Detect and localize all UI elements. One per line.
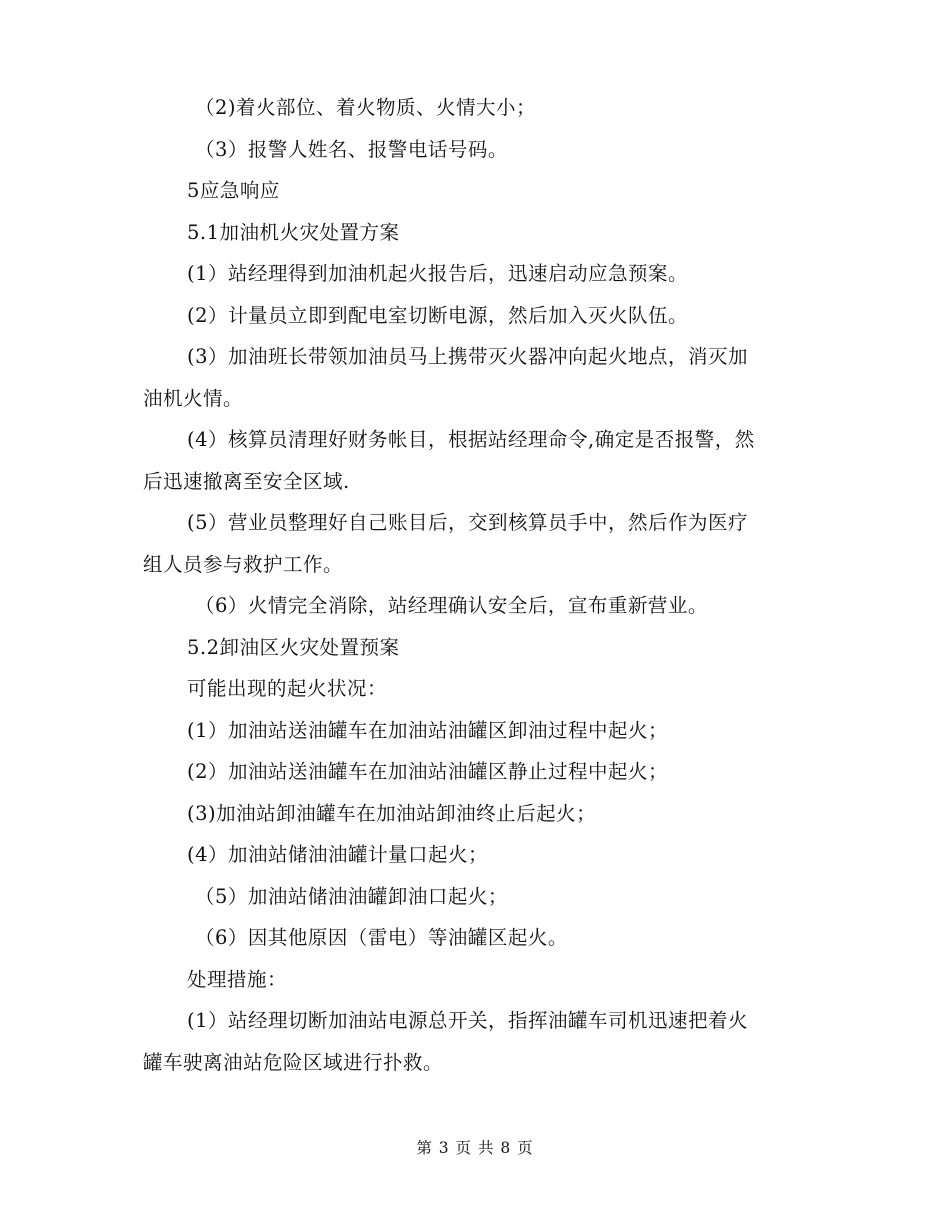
list-item: （6）火情完全消除，站经理确认安全后，宣布重新营业。 [195,594,708,617]
list-item: (2）加油站送油罐车在加油站油罐区静止过程中起火； [187,760,669,783]
list-item: (4）核算员清理好财务帐目，根据站经理命令,确定是否报警，然 [187,428,755,451]
list-item: （6）因其他原因（雷电）等油罐区起火。 [195,926,568,949]
paragraph: 处理措施： [187,967,288,991]
document-body [143,87,808,1083]
list-item-continuation: 罐车驶离油站危险区域进行扑救。 [143,1050,444,1074]
list-item: (1）站经理切断加油站电源总开关，指挥油罐车司机迅速把着火 [187,1009,749,1032]
list-item: （5）加油站储油油罐卸油口起火； [195,884,508,908]
subsection-heading: 5.2卸油区火灾处置预案 [187,635,400,659]
page-number: 第 3 页 共 8 页 [416,1139,534,1157]
list-item: (4）加油站储油油罐计量口起火； [187,843,489,866]
list-item-continuation: 后迅速撤离至安全区域. [143,469,350,493]
list-item: (1）站经理得到加油机起火报告后，迅速启动应急预案。 [187,262,689,285]
paragraph: 可能出现的起火状况： [187,677,388,700]
list-item-continuation: 组人员参与救护工作。 [143,552,344,576]
list-item-continuation: 油机火情。 [143,386,244,410]
subsection-heading: 5.1加油机火灾处置方案 [187,220,400,244]
list-item: (5）营业员整理好自己账目后，交到核算员手中，然后作为医疗 [187,511,749,534]
list-item: (1）加油站送油罐车在加油站油罐区卸油过程中起火； [187,718,669,742]
list-item: (3)加油站卸油罐车在加油站卸油终止后起火； [187,801,597,825]
list-item: (3）加油班长带领加油员马上携带灭火器冲向起火地点，消灭加 [187,345,749,368]
section-heading: 5应急响应 [187,179,280,202]
list-item: （3）报警人姓名、报警电话号码。 [195,137,508,161]
list-item: (2）计量员立即到配电室切断电源，然后加入灭火队伍。 [187,303,689,327]
list-item: （2)着火部位、着火物质、火情大小； [195,96,537,119]
